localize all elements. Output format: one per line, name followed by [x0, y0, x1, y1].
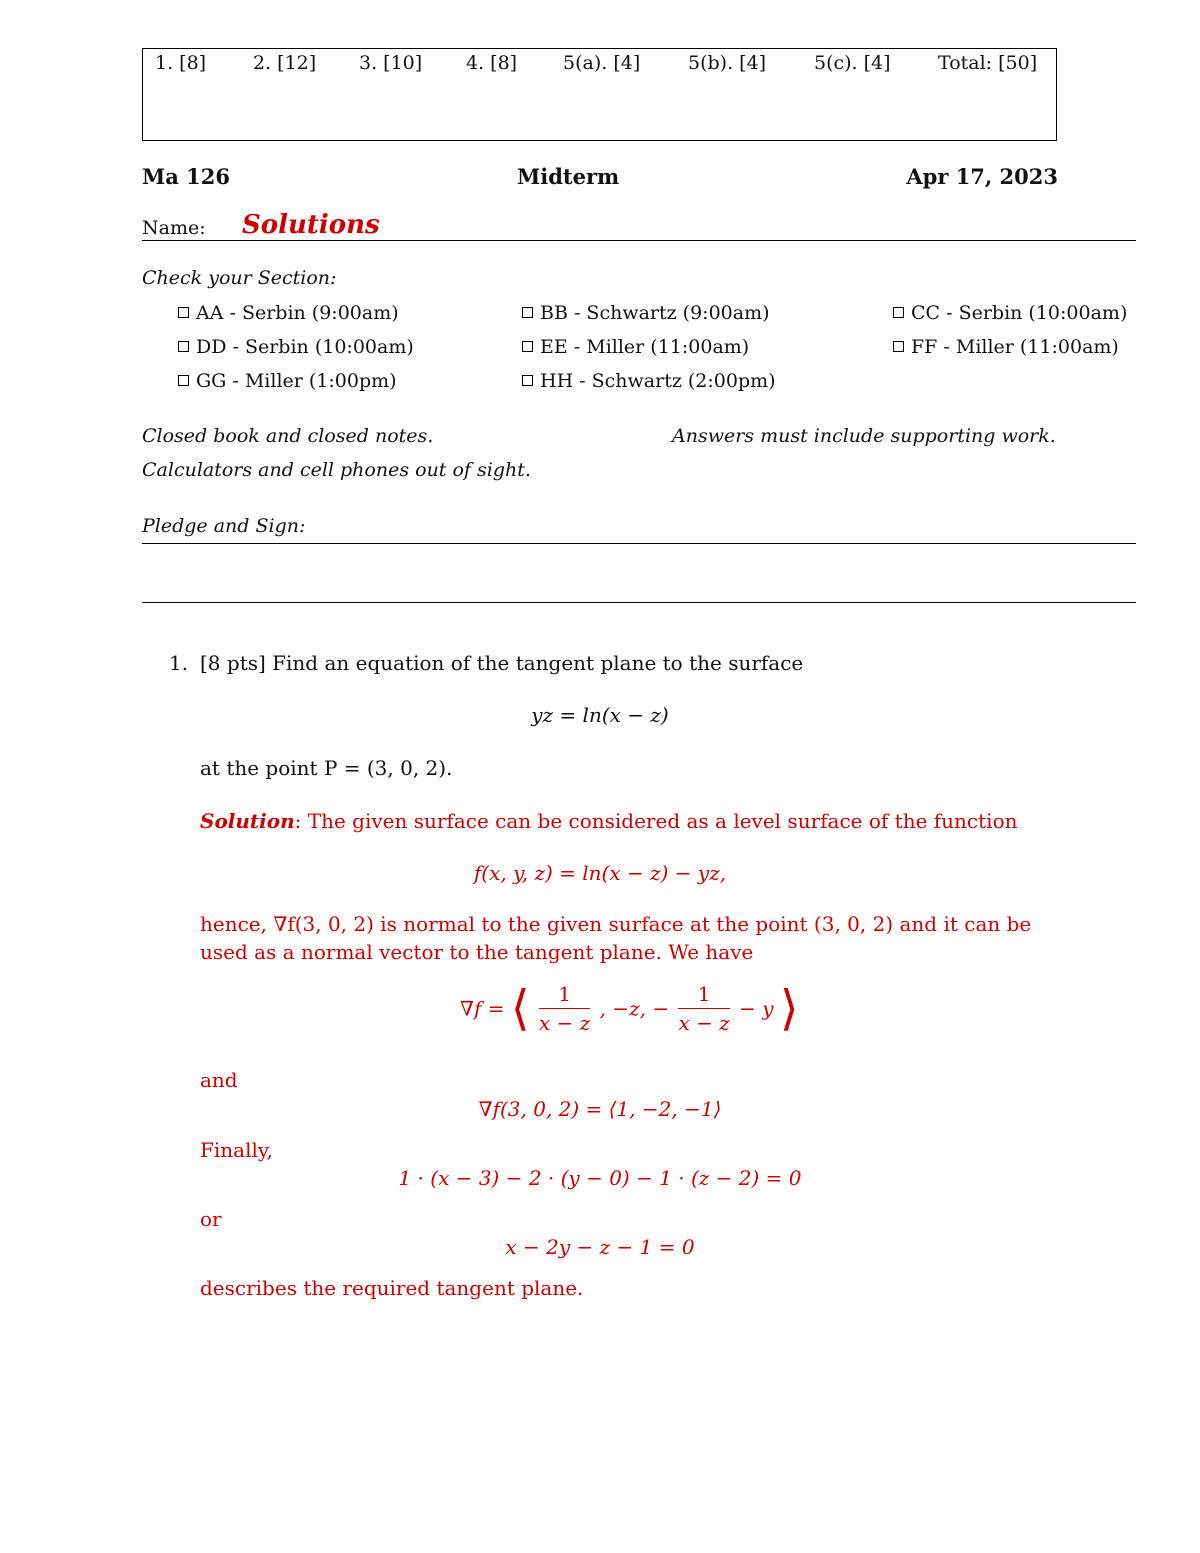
function-definition: f(x, y, z) = ln(x − z) − yz,	[473, 861, 727, 885]
name-value: Solutions	[242, 210, 380, 240]
score-total: Total: [50]	[938, 52, 1038, 74]
solution-intro-line: Solution: The given surface can be considered as a level surface of the function	[200, 809, 1018, 833]
plane-equation-simplified: x − 2y − z − 1 = 0	[505, 1235, 695, 1259]
plane-equation: 1 · (x − 3) − 2 · (y − 0) − 1 · (z − 2) = 0	[398, 1166, 802, 1190]
score-item: 3. [10]	[359, 52, 423, 74]
checkbox[interactable]	[522, 341, 533, 352]
surface-equation: yz = ln(x − z)	[531, 703, 669, 727]
score-item: 5(c). [4]	[814, 52, 891, 74]
problem-point: at the point P = (3, 0, 2).	[200, 756, 453, 780]
score-item: 5(b). [4]	[688, 52, 767, 74]
solution-text: and	[200, 1068, 238, 1092]
name-label: Name:	[142, 217, 206, 239]
score-item: 2. [12]	[253, 52, 317, 74]
section-option[interactable]: EE - Miller (11:00am)	[522, 336, 749, 358]
section-option[interactable]: CC - Serbin (10:00am)	[893, 302, 1127, 324]
section-option[interactable]: AA - Serbin (9:00am)	[178, 302, 399, 324]
solution-text: hence, ∇f(3, 0, 2) is normal to the given surface at the point (3, 0, 2) and it can be	[200, 912, 1032, 936]
section-option[interactable]: HH - Schwartz (2:00pm)	[522, 370, 776, 392]
gradient-value: ∇f(3, 0, 2) = ⟨1, −2, −1⟩	[478, 1097, 722, 1121]
solution-text: used as a normal vector to the tangent plane. We have	[200, 940, 754, 964]
score-item: 5(a). [4]	[563, 52, 641, 74]
section-option[interactable]: GG - Miller (1:00pm)	[178, 370, 397, 392]
checkbox[interactable]	[178, 341, 189, 352]
gradient-formula: ∇f = ⟨ $\frac{1}{x - z}$ , −z, − $\frac{1}{x - z}$ − y ⟩	[460, 980, 799, 1037]
checkbox[interactable]	[893, 341, 904, 352]
score-item: 4. [8]	[466, 52, 518, 74]
score-item: 1. [8]	[155, 52, 207, 74]
checkbox[interactable]	[522, 375, 533, 386]
solution-conclusion: describes the required tangent plane.	[200, 1276, 584, 1300]
course-number: Ma 126	[142, 164, 230, 189]
problem-number: 1.	[169, 651, 189, 675]
signature-line	[142, 602, 1136, 603]
section-option[interactable]: BB - Schwartz (9:00am)	[522, 302, 770, 324]
checkbox[interactable]	[893, 307, 904, 318]
exam-title: Midterm	[517, 164, 620, 189]
solution-text: Finally,	[200, 1138, 273, 1162]
name-underline	[142, 240, 1136, 241]
rule-calculators: Calculators and cell phones out of sight.	[142, 459, 531, 481]
section-option[interactable]: DD - Serbin (10:00am)	[178, 336, 414, 358]
solution-label: Solution	[200, 809, 295, 833]
checkbox[interactable]	[522, 307, 533, 318]
section-label: Check your Section:	[142, 267, 337, 289]
section-option[interactable]: FF - Miller (11:00am)	[893, 336, 1119, 358]
rule-closed: Closed book and closed notes.	[142, 425, 434, 447]
checkbox[interactable]	[178, 375, 189, 386]
rule-answers: Answers must include supporting work.	[672, 425, 1056, 447]
pledge-underline	[142, 543, 1136, 544]
exam-date: Apr 17, 2023	[906, 164, 1058, 189]
problem-prompt: [8 pts] Find an equation of the tangent plane to the surface	[200, 651, 804, 675]
pledge-label: Pledge and Sign:	[142, 515, 306, 537]
checkbox[interactable]	[178, 307, 189, 318]
solution-text: or	[200, 1207, 222, 1231]
